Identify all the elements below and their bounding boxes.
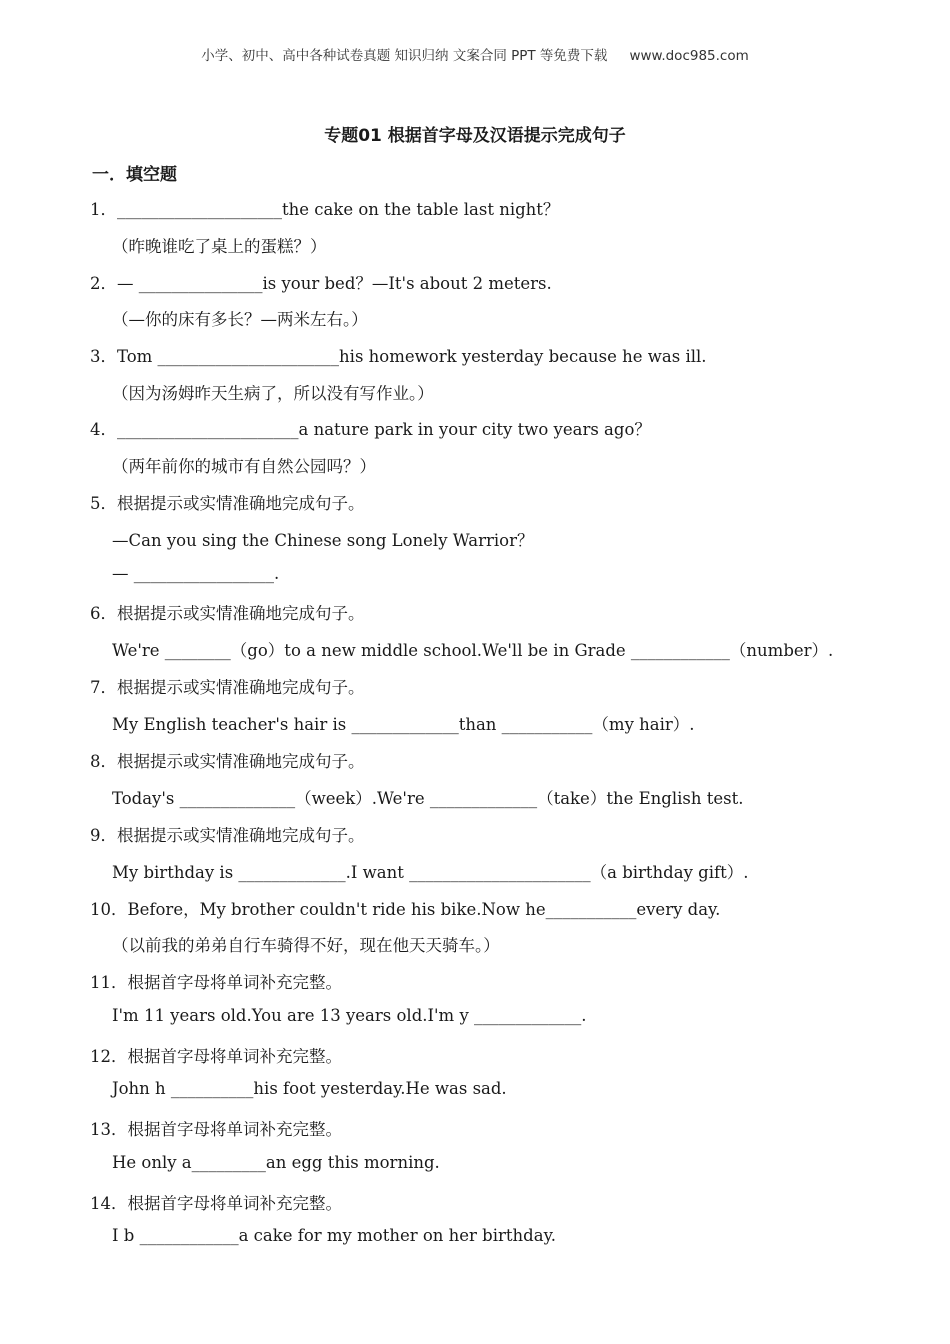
question-8-sentence: Today's ______________（week）.We're _____________（take）the English test. — [112, 789, 744, 808]
question-13: 13．根据首字母将单词补充完整。 — [90, 1120, 342, 1139]
question-3-hint: （因为汤姆昨天生病了，所以没有写作业。） — [112, 384, 434, 403]
question-11: 11．根据首字母将单词补充完整。 — [90, 973, 342, 992]
question-13-sentence: He only a_________an egg this morning. — [112, 1153, 440, 1172]
question-10-hint: （以前我的弟弟自行车骑得不好，现在他天天骑车。） — [112, 936, 500, 955]
question-9-sentence: My birthday is _____________.I want ______________________（a birthday gift）. — [112, 863, 749, 882]
question-3: 3．Tom ______________________his homework yesterday because he was ill. — [90, 347, 707, 366]
question-5-answer: — _________________. — [112, 564, 280, 583]
question-5: 5．根据提示或实情准确地完成句子。 — [90, 494, 365, 513]
question-4-hint: （两年前你的城市有自然公园吗？） — [112, 457, 376, 476]
question-12: 12．根据首字母将单词补充完整。 — [90, 1047, 342, 1066]
header-text: 小学、初中、高中各种试卷真题 知识归纳 文案合同 PPT 等免费下载 — [201, 48, 608, 64]
question-4: 4．______________________a nature park in your city two years ago？ — [90, 420, 651, 439]
question-2: 2．— _______________is your bed？—It's about 2 meters. — [90, 274, 552, 293]
question-10: 10．Before，My brother couldn't ride his bike.Now he___________every day. — [90, 900, 721, 919]
question-9: 9．根据提示或实情准确地完成句子。 — [90, 826, 365, 845]
question-12-sentence: John h __________his foot yesterday.He was sad. — [112, 1079, 507, 1098]
question-1: 1．____________________the cake on the table last night？ — [90, 200, 560, 219]
question-11-sentence: I'm 11 years old.You are 13 years old.I'm y _____________. — [112, 1006, 587, 1025]
question-14-sentence: I b ____________a cake for my mother on her birthday. — [112, 1226, 556, 1245]
question-7: 7．根据提示或实情准确地完成句子。 — [90, 678, 365, 697]
document-title: 专题01 根据首字母及汉语提示完成句子 — [324, 126, 626, 146]
question-1-hint: （昨晚谁吃了桌上的蛋糕？） — [112, 237, 327, 256]
question-5-prompt: —Can you sing the Chinese song Lonely Warrior？ — [112, 531, 534, 550]
question-2-hint: （—你的床有多长？—两米左右。） — [112, 310, 368, 329]
question-6: 6．根据提示或实情准确地完成句子。 — [90, 604, 365, 623]
question-14: 14．根据首字母将单词补充完整。 — [90, 1194, 342, 1213]
header-site: www.doc985.com — [629, 48, 749, 64]
question-6-sentence: We're ________（go）to a new middle school.We'll be in Grade ____________（number）. — [112, 641, 834, 660]
question-8: 8．根据提示或实情准确地完成句子。 — [90, 752, 365, 771]
page-header — [0, 44, 950, 64]
question-7-sentence: My English teacher's hair is _____________than ___________（my hair）. — [112, 715, 695, 734]
section-heading: 一．填空题 — [92, 165, 177, 185]
